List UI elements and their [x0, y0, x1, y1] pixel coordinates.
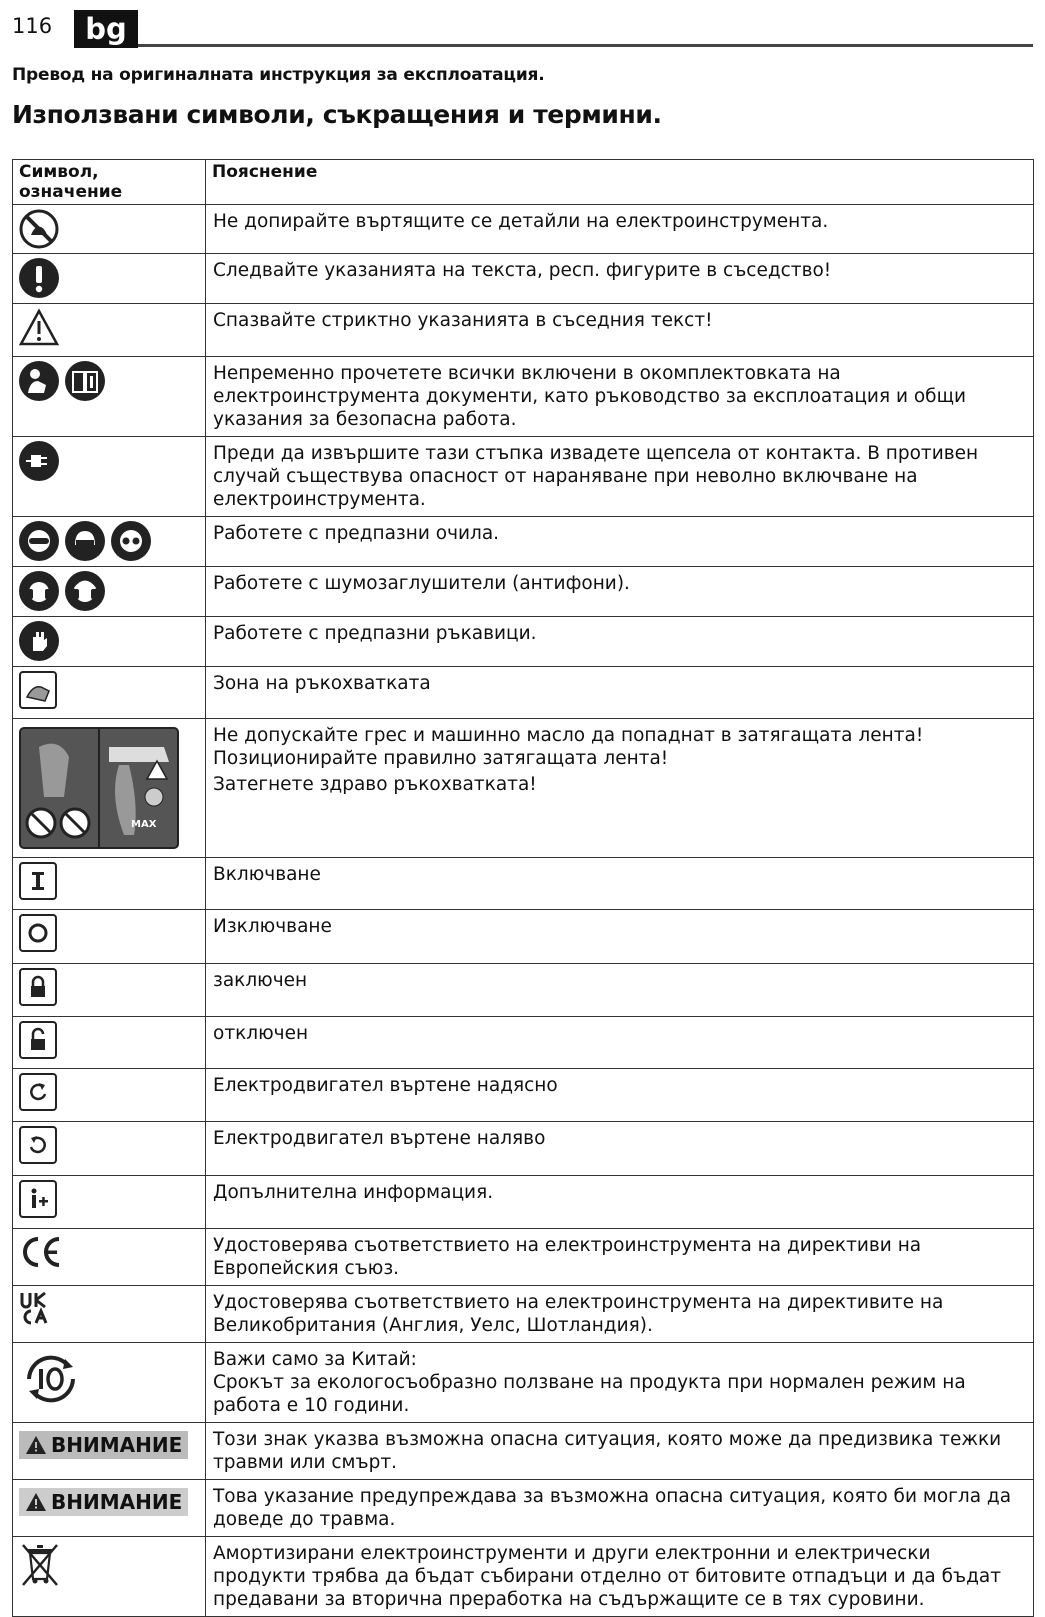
row-text: Затегнете здраво ръкохватката!: [213, 774, 537, 795]
document-subtitle: Превод на оригиналната инструкция за експлоатация.: [12, 65, 545, 85]
table-row: [13, 1017, 1034, 1069]
gloves-icon: [19, 621, 59, 661]
row-text: Преди да извършите тази стъпка извадете щепсела от контакта. В противен случай съществува опасност от нараняване при неволно включване на електроинструмента.: [213, 443, 979, 510]
grip-zone-icon: [19, 671, 57, 709]
row-text: Допълнителна информация.: [213, 1182, 494, 1203]
table-header-row: [13, 160, 1034, 205]
row-text: Важи само за Китай:: [213, 1349, 417, 1370]
caution-banner: [19, 1488, 188, 1516]
face-shield-icon: [65, 521, 105, 561]
unplug-icon: [19, 441, 59, 481]
pictogram-max-label: MAX: [131, 819, 157, 830]
caution-banner-label: ВНИМАНИЕ: [51, 1490, 183, 1514]
read-manual-icon: [65, 361, 105, 401]
ukca-mark-icon: [19, 1290, 55, 1326]
rotation-left-icon: [19, 1126, 57, 1164]
table-row: [13, 1480, 1034, 1537]
table-row: [13, 1286, 1034, 1343]
row-text: Следвайте указанията на текста, респ. фигурите в съседство!: [213, 260, 832, 281]
column-header-explanation: Пояснение: [206, 160, 1034, 205]
goggles-icon: [111, 521, 151, 561]
section-title: Използвани символи, съкращения и термини.: [12, 100, 662, 129]
table-row: [13, 1229, 1034, 1286]
table-row: [13, 910, 1034, 964]
table-row: [13, 517, 1034, 567]
table-row: [13, 254, 1034, 304]
weee-bin-icon: [19, 1541, 61, 1587]
row-text: отключен: [213, 1023, 309, 1044]
header-rule: [138, 44, 1033, 47]
row-text: Работете с предпазни ръкавици.: [213, 623, 537, 644]
row-text: Спазвайте стриктно указанията в съседния текст!: [213, 310, 713, 331]
ce-mark-icon: [19, 1233, 63, 1271]
row-text: Удостоверява съответствието на електроинструмента на директиви на Европейския съюз.: [213, 1235, 922, 1279]
ear-muffs-icon: [65, 571, 105, 611]
row-text: Удостоверява съответствието на електроинструмента на директивите на Великобритания (Англия, Уелс, Шотландия).: [213, 1292, 944, 1336]
warning-banner-label: ВНИМАНИЕ: [51, 1433, 183, 1457]
language-badge: bg: [74, 10, 138, 48]
row-text: Това указание предупреждава за възможна опасна ситуация, която би могла да доведе до травма.: [213, 1486, 1012, 1530]
table-row: [13, 357, 1034, 437]
table-row: [13, 1537, 1034, 1617]
row-text: Изключване: [213, 916, 332, 937]
row-text: Непременно прочетете всички включени в окомплектовката на електроинструмента документи, като ръководство за експлоатация и общи указания за безопасна работа.: [213, 363, 967, 430]
table-row: [13, 304, 1034, 357]
table-row: [13, 964, 1034, 1017]
table-row: [13, 437, 1034, 517]
no-touch-rotating-icon: [19, 209, 59, 249]
table-row: [13, 567, 1034, 617]
row-text: Срокът за екологосъобразно ползване на продукта при нормален режим на работа е 10 години.: [213, 1372, 966, 1416]
row-text: Не допирайте въртящите се детайли на електроинструмента.: [213, 211, 829, 232]
info-icon: [19, 1180, 57, 1218]
symbols-table: [12, 159, 1034, 1617]
warning-banner-icon: [25, 1435, 47, 1455]
column-header-symbol: Символ, означение: [13, 160, 206, 205]
table-row: [13, 667, 1034, 719]
clamping-band-pictogram: [19, 727, 179, 849]
table-row: [13, 617, 1034, 667]
row-text: Амортизирани електроинструменти и други електронни и електрически продукти трябва да бъдат събирани отделно от битовите отпадъци и да бъдат предавани за вторична преработка на съдържащите се в тях суровини.: [213, 1543, 1001, 1610]
locked-icon: [19, 968, 57, 1006]
table-row: [13, 1343, 1034, 1423]
row-text: Работете с предпазни очила.: [213, 523, 500, 544]
china-10-icon: [19, 1347, 83, 1411]
row-text: Не допускайте грес и машинно масло да попаднат в затягащата лента!: [213, 725, 924, 746]
warning-banner: [19, 1431, 188, 1459]
read-manual-person-icon: [19, 361, 59, 401]
table-row: [13, 1423, 1034, 1480]
switch-off-icon: [19, 914, 57, 952]
table-row: [13, 719, 1034, 858]
row-text: Електродвигател въртене наляво: [213, 1128, 546, 1149]
table-row: [13, 205, 1034, 254]
unlocked-icon: [19, 1021, 57, 1059]
table-row: [13, 1122, 1034, 1176]
table-row: [13, 858, 1034, 910]
table-row: [13, 1176, 1034, 1229]
safety-glasses-icon: [19, 521, 59, 561]
page-number: 116: [12, 14, 53, 38]
row-text: заключен: [213, 970, 308, 991]
row-text: Работете с шумозаглушители (антифони).: [213, 573, 630, 594]
row-text: Електродвигател въртене надясно: [213, 1075, 558, 1096]
warning-triangle-icon: [19, 308, 59, 348]
rotation-right-icon: [19, 1073, 57, 1111]
row-text: Този знак указва възможна опасна ситуация, която може да предизвика тежки травми или смърт.: [213, 1429, 1002, 1473]
exclamation-icon: [19, 258, 59, 298]
row-text: Включване: [213, 864, 321, 885]
ear-protection-icon: [19, 571, 59, 611]
row-text: Позиционирайте правилно затягащата лента!: [213, 748, 669, 769]
switch-on-icon: [19, 862, 57, 900]
table-row: [13, 1069, 1034, 1122]
row-text: Зона на ръкохватката: [213, 673, 431, 694]
caution-banner-icon: [25, 1492, 47, 1512]
